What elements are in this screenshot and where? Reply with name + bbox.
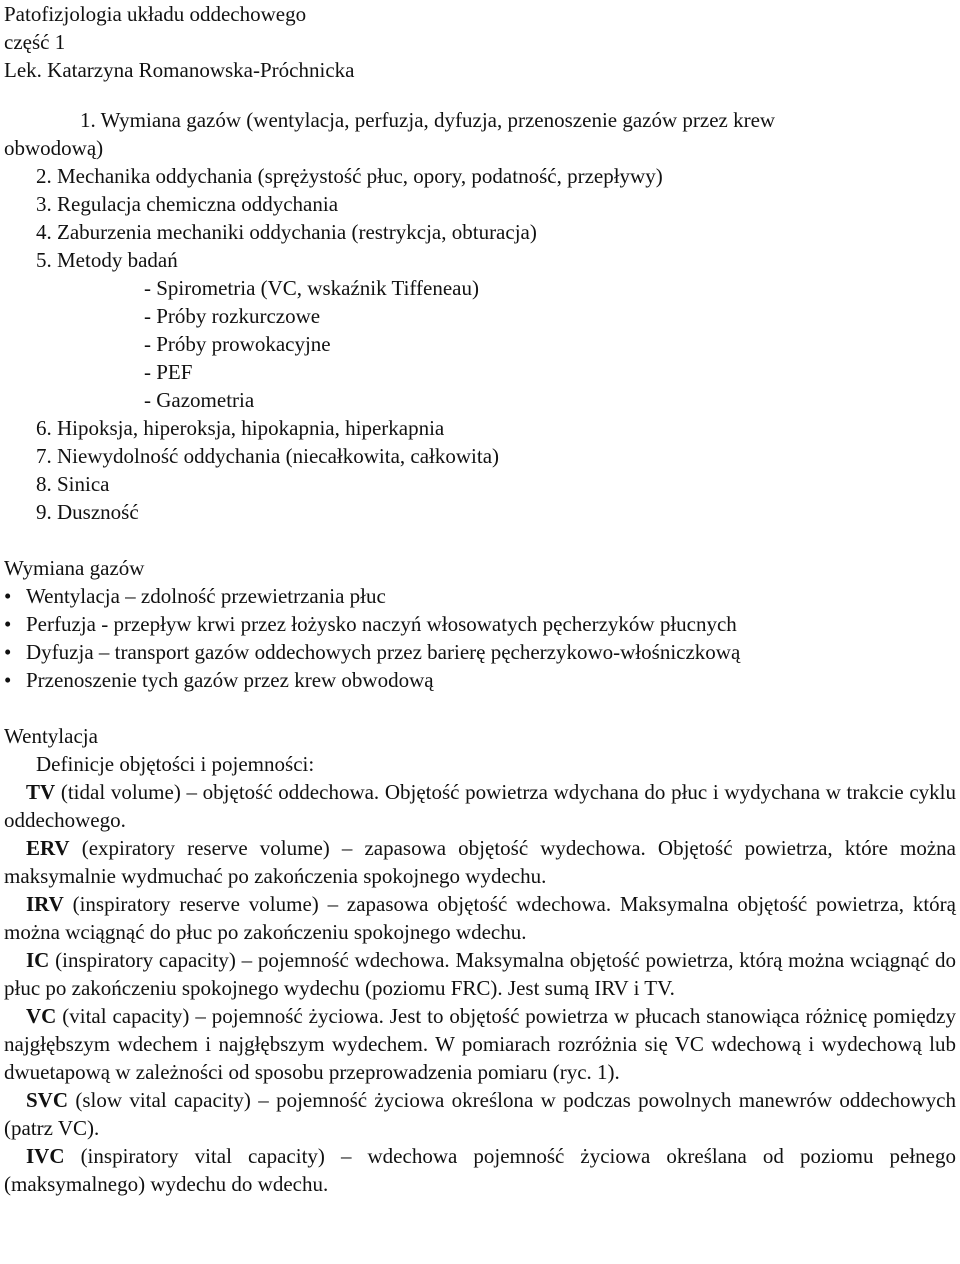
document-part: część 1 bbox=[4, 30, 66, 54]
bullet-item: • Wentylacja – zdolność przewietrzania płuc bbox=[4, 584, 386, 608]
ventilation-section bbox=[4, 722, 956, 1198]
bullet-item: • Perfuzja - przepływ krwi przez łożysko naczyń włosowatych pęcherzyków płucnych bbox=[4, 612, 737, 636]
toc-item: 7. Niewydolność oddychania (niecałkowita, całkowita) bbox=[36, 444, 500, 468]
gas-exchange-section bbox=[4, 554, 956, 694]
definition-term: IC bbox=[26, 948, 50, 972]
toc-item: 4. Zaburzenia mechaniki oddychania (restrykcja, obturacja) bbox=[36, 220, 537, 244]
toc-item: 6. Hipoksja, hiperoksja, hipokapnia, hiperkapnia bbox=[36, 416, 445, 440]
definition-term: IRV bbox=[26, 892, 64, 916]
toc-subitem: - PEF bbox=[144, 360, 193, 384]
toc-item: 2. Mechanika oddychania (sprężystość płuc, opory, podatność, przepływy) bbox=[36, 164, 663, 188]
definition-term: VC bbox=[26, 1004, 57, 1028]
definition-paragraph: IRV (inspiratory reserve volume) – zapasowa objętość wdechowa. Maksymalna objętość powietrza, którą można wciągnąć do płuc po zakończeniu spokojnego wdechu. bbox=[4, 892, 956, 944]
toc-item: 8. Sinica bbox=[36, 472, 110, 496]
bullet-icon: • bbox=[4, 612, 12, 636]
definitions-list bbox=[4, 778, 956, 1198]
bullet-icon: • bbox=[4, 668, 12, 692]
definition-paragraph: IC (inspiratory capacity) – pojemność wdechowa. Maksymalna objętość powietrza, którą można wciągnąć do płuc po zakończeniu spokojnego wydechu (poziomu FRC). Jest sumą IRV i TV. bbox=[4, 948, 956, 1000]
definition-paragraph: SVC (slow vital capacity) – pojemność życiowa określona w podczas powolnych manewrów oddechowych (patrz VC). bbox=[4, 1088, 956, 1140]
toc-item: 3. Regulacja chemiczna oddychania bbox=[36, 192, 339, 216]
toc-subitem: - Próby rozkurczowe bbox=[144, 304, 321, 328]
definition-term: SVC bbox=[26, 1088, 69, 1112]
toc-item: 5. Metody badań bbox=[36, 248, 178, 272]
definition-paragraph: VC (vital capacity) – pojemność życiowa. Jest to objętość powietrza w płucach stanowiąca różnicę pomiędzy najgłębszym wdechem i najgłębszym wydechem. W pomiarach rozróżnia się VC wdechową i wydechową lub dwuetapową w zależności od sposobu przeprowadzenia pomiaru (ryc. 1). bbox=[4, 1004, 956, 1084]
definition-paragraph: IVC (inspiratory vital capacity) – wdechowa pojemność życiowa określana od poziomu pełnego (maksymalnego) wydechu do wdechu. bbox=[4, 1144, 956, 1196]
toc-subitem: - Próby prowokacyjne bbox=[144, 332, 331, 356]
definition-paragraph: TV (tidal volume) – objętość oddechowa. Objętość powietrza wdychana do płuc i wydychana w trakcie cyklu oddechowego. bbox=[4, 780, 956, 832]
toc-item-1: 1. Wymiana gazów (wentylacja, perfuzja, dyfuzja, przenoszenie gazów przez krew bbox=[80, 108, 776, 132]
section-heading: Wymiana gazów bbox=[4, 556, 145, 580]
bullet-icon: • bbox=[4, 584, 12, 608]
table-of-contents bbox=[4, 106, 956, 526]
definition-term: IVC bbox=[26, 1144, 65, 1168]
document-author: Lek. Katarzyna Romanowska-Próchnicka bbox=[4, 58, 355, 82]
definition-term: TV bbox=[26, 780, 56, 804]
toc-subitem: - Spirometria (VC, wskaźnik Tiffeneau) bbox=[144, 276, 479, 300]
section-heading: Wentylacja bbox=[4, 724, 98, 748]
definition-term: ERV bbox=[26, 836, 70, 860]
toc-item-1-continued: obwodową) bbox=[4, 136, 104, 160]
definition-paragraph: ERV (expiratory reserve volume) – zapasowa objętość wydechowa. Objętość powietrza, które można maksymalnie wydmuchać po zakończenia spokojnego wydechu. bbox=[4, 836, 956, 888]
bullet-item: • Dyfuzja – transport gazów oddechowych przez barierę pęcherzykowo-włośniczkową bbox=[4, 640, 741, 664]
bullet-item: • Przenoszenie tych gazów przez krew obwodową bbox=[4, 668, 434, 692]
toc-subitem: - Gazometria bbox=[144, 388, 255, 412]
toc-item: 9. Duszność bbox=[36, 500, 139, 524]
subsection-heading: Definicje objętości i pojemności: bbox=[36, 752, 315, 776]
bullet-icon: • bbox=[4, 640, 12, 664]
document-title: Patofizjologia układu oddechowego bbox=[4, 2, 307, 26]
